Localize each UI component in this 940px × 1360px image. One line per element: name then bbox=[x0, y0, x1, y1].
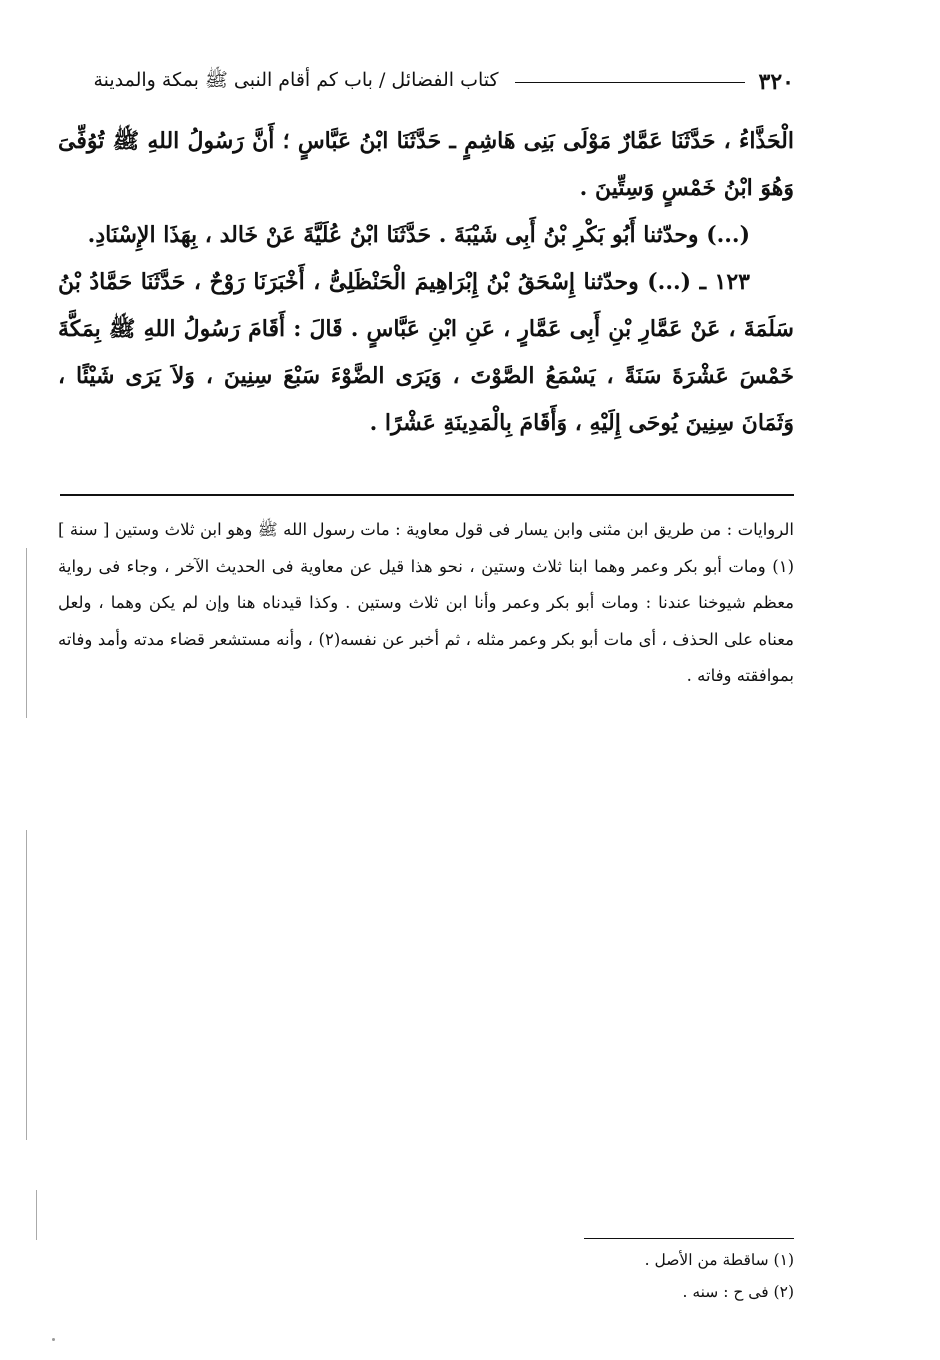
footnote-separator-rule bbox=[584, 1238, 794, 1239]
page-number: ٣٢٠ bbox=[758, 69, 794, 95]
footnotes bbox=[480, 1244, 794, 1308]
hadith-paragraph: (...) وحدّثنا أَبُو بَكْرِ بْنُ أَبِى شَيْبَةَ . حَدَّثَنَا ابْنُ عُلَيَّةَ عَنْ خَالد ، بِهَذَا الإِسْنَادِ. bbox=[87, 222, 750, 248]
scan-margin-line bbox=[26, 548, 27, 718]
running-title: كتاب الفضائل / باب كم أقام النبى ﷺ بمكة والمدينة bbox=[93, 69, 499, 91]
commentary-block bbox=[58, 512, 794, 695]
text-separator-rule bbox=[60, 494, 794, 496]
hadith-paragraph: الْحَذَّاءُ ، حَدَّثَنَا عَمَّارٌ مَوْلَى بَنِى هَاشِمٍ ـ حَدَّثَنَا ابْنُ عَبَّاسٍ ؛ أَنَّ رَسُولُ اللهِ ﷺ تُوُفِّىَ وَهُوَ ابْنُ خَمْسٍ وَسِتِّينَ . bbox=[58, 128, 794, 201]
commentary-paragraph: الروايات : من طريق ابن مثنى وابن يسار فى قول معاوية : مات رسول الله ﷺ وهو ابن ثلاث وستين [ سنة ] (١) ومات أبو بكر وعمر وهما ابنا ثلاث وستين ، نحو هذا قيل عن معاوية فى الحديث الآخر ، وجاء فى رواية معظم شيوخنا عندنا : ومات أبو بكر وعمر وأنا ابن ثلاث وستين . وكذا قيدناه هنا وإن لم يكن وهما ، ولعل معناه على الحذف ، أى مات أبو بكر وعمر مثله ، ثم أخبر عن نفسه(٢) ، وأنه مستشعر قضاء مدته وأمد وفاته بموافقته وفاته . bbox=[58, 520, 794, 685]
hadith-text bbox=[58, 118, 794, 447]
scan-speck bbox=[52, 1338, 55, 1341]
footnote: (١) ساقطة من الأصل . bbox=[644, 1251, 794, 1269]
footnote: (٢) فى ح : سنه . bbox=[682, 1283, 794, 1301]
running-header bbox=[60, 64, 794, 100]
header-rule bbox=[515, 82, 745, 83]
scan-margin-line bbox=[36, 1190, 37, 1240]
scan-margin-line bbox=[26, 830, 27, 1140]
hadith-paragraph: ١٢٣ ـ (...) وحدّثنا إِسْحَقُ بْنُ إِبْرَاهِيمَ الْحَنْظَلِىُّ ، أَخْبَرَنَا رَوْحٌ ، حَدَّثَنَا حَمَّادُ بْنُ سَلَمَةَ ، عَنْ عَمَّارِ بْنِ أَبِى عَمَّارٍ ، عَنِ ابْنِ عَبَّاسٍ . قَالَ : أَقَامَ رَسُولُ اللهِ ﷺ بِمَكَّةَ خَمْسَ عَشْرَةَ سَنَةً ، يَسْمَعُ الصَّوْتَ ، وَيَرَى الضَّوْءَ سَبْعَ سِنِينَ ، وَلاَ يَرَى شَيْئًا ، وَثَمَانَ سِنِينَ يُوحَى إِلَيْهِ ، وَأَقَامَ بِالْمَدِينَةِ عَشْرًا . bbox=[58, 269, 794, 436]
